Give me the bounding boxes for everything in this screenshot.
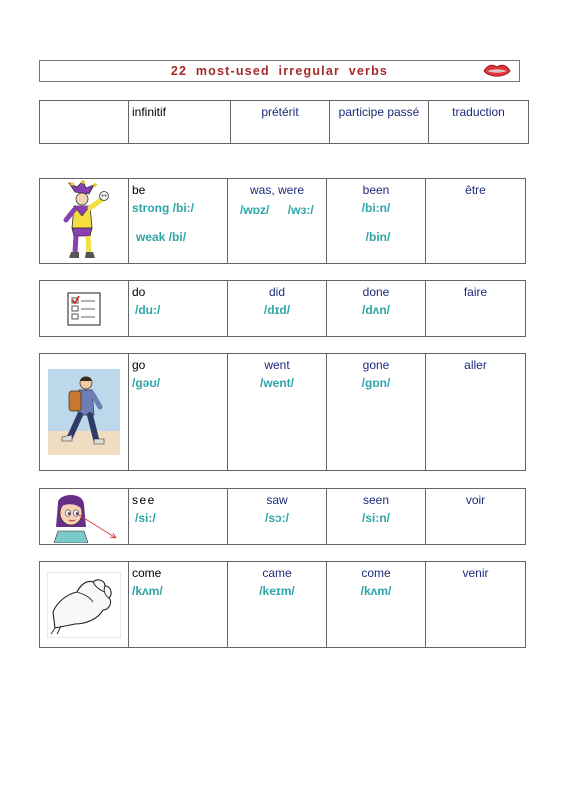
participle-word: done (362, 285, 390, 299)
infinitive-phonetic-strong: strong /bi:/ (132, 201, 194, 215)
header-preterit: prétérit (231, 101, 330, 144)
lips-icon (482, 62, 512, 80)
preterit-cell (228, 354, 327, 471)
picture-cell (40, 354, 129, 471)
translation-cell (426, 179, 526, 264)
translation-word: faire (463, 285, 488, 299)
participle-word: gone (362, 358, 390, 372)
title-bar (39, 60, 520, 82)
infinitive-word: do (132, 285, 146, 299)
header-table (39, 100, 529, 144)
preterit-phonetic: /keɪm/ (259, 584, 295, 598)
infinitive-word: go (132, 358, 146, 372)
translation-cell (426, 489, 526, 545)
infinitive-phonetic: /gəʊ/ (132, 376, 161, 390)
verb-row-do (39, 280, 526, 337)
infinitive-cell (129, 489, 228, 545)
participle-phonetic: /si:n/ (361, 511, 390, 525)
header-traduction: traduction (429, 101, 529, 144)
preterit-phonetic-2: /wɜ:/ (287, 203, 314, 217)
translation-word: aller (464, 358, 487, 372)
preterit-word: was, were (249, 183, 305, 197)
participle-phonetic-1: /bi:n/ (361, 201, 391, 215)
infinitive-cell (129, 281, 228, 337)
preterit-word: did (268, 285, 285, 299)
verb-row-be (39, 178, 526, 264)
participle-phonetic: /kʌm/ (360, 584, 392, 598)
preterit-phonetic: /went/ (259, 376, 294, 390)
preterit-word: came (262, 566, 292, 580)
picture-cell (40, 281, 129, 337)
picture-cell (40, 562, 129, 648)
verb-row-go (39, 353, 526, 471)
translation-cell (426, 562, 526, 648)
infinitive-cell (129, 179, 228, 264)
participle-cell (327, 281, 426, 337)
checklist-icon (64, 291, 104, 327)
header-infinitif: infinitif (129, 101, 231, 144)
beckoning-hand-icon (47, 572, 121, 638)
picture-cell (40, 179, 129, 264)
header-participe-passe: participe passé (330, 101, 429, 144)
picture-cell (40, 489, 129, 545)
infinitive-cell (129, 354, 228, 471)
participle-cell (327, 179, 426, 264)
preterit-cell (228, 489, 327, 545)
preterit-word: went (264, 358, 290, 372)
translation-cell (426, 281, 526, 337)
costumed-jester-icon (55, 180, 113, 262)
infinitive-phonetic: /si:/ (135, 511, 156, 525)
preterit-word: saw (266, 493, 288, 507)
participle-word: seen (362, 493, 390, 507)
infinitive-phonetic: /kʌm/ (132, 584, 163, 598)
preterit-phonetic: /sɔ:/ (264, 511, 289, 525)
translation-word: venir (462, 566, 489, 580)
infinitive-word: be (132, 183, 146, 197)
infinitive-phonetic-weak: weak /bi/ (136, 230, 187, 244)
participle-word: come (361, 566, 391, 580)
looking-girl-icon (44, 491, 124, 543)
translation-word: voir (465, 493, 486, 507)
header-picture-cell (40, 101, 129, 144)
preterit-cell (228, 562, 327, 648)
preterit-phonetic-1: /wɒz/ (240, 203, 270, 217)
participle-cell (327, 562, 426, 648)
infinitive-cell (129, 562, 228, 648)
participle-cell (327, 489, 426, 545)
preterit-phonetic: /dɪd/ (263, 303, 291, 317)
participle-phonetic: /dʌn/ (361, 303, 390, 317)
preterit-cell (228, 281, 327, 337)
participle-cell (327, 354, 426, 471)
translation-cell (426, 354, 526, 471)
verb-row-come (39, 561, 526, 648)
participle-phonetic-2: /bin/ (365, 230, 391, 244)
verb-row-see (39, 488, 526, 545)
infinitive-word: come (132, 566, 162, 580)
translation-word: être (465, 183, 486, 197)
preterit-cell (228, 179, 327, 264)
walking-boy-icon (48, 369, 120, 455)
infinitive-word: see (132, 493, 156, 507)
participle-word: been (362, 183, 390, 197)
participle-phonetic: /gɒn/ (361, 376, 391, 390)
page-title: 22 most-used irregular verbs (170, 64, 389, 78)
infinitive-phonetic: /du:/ (135, 303, 161, 317)
